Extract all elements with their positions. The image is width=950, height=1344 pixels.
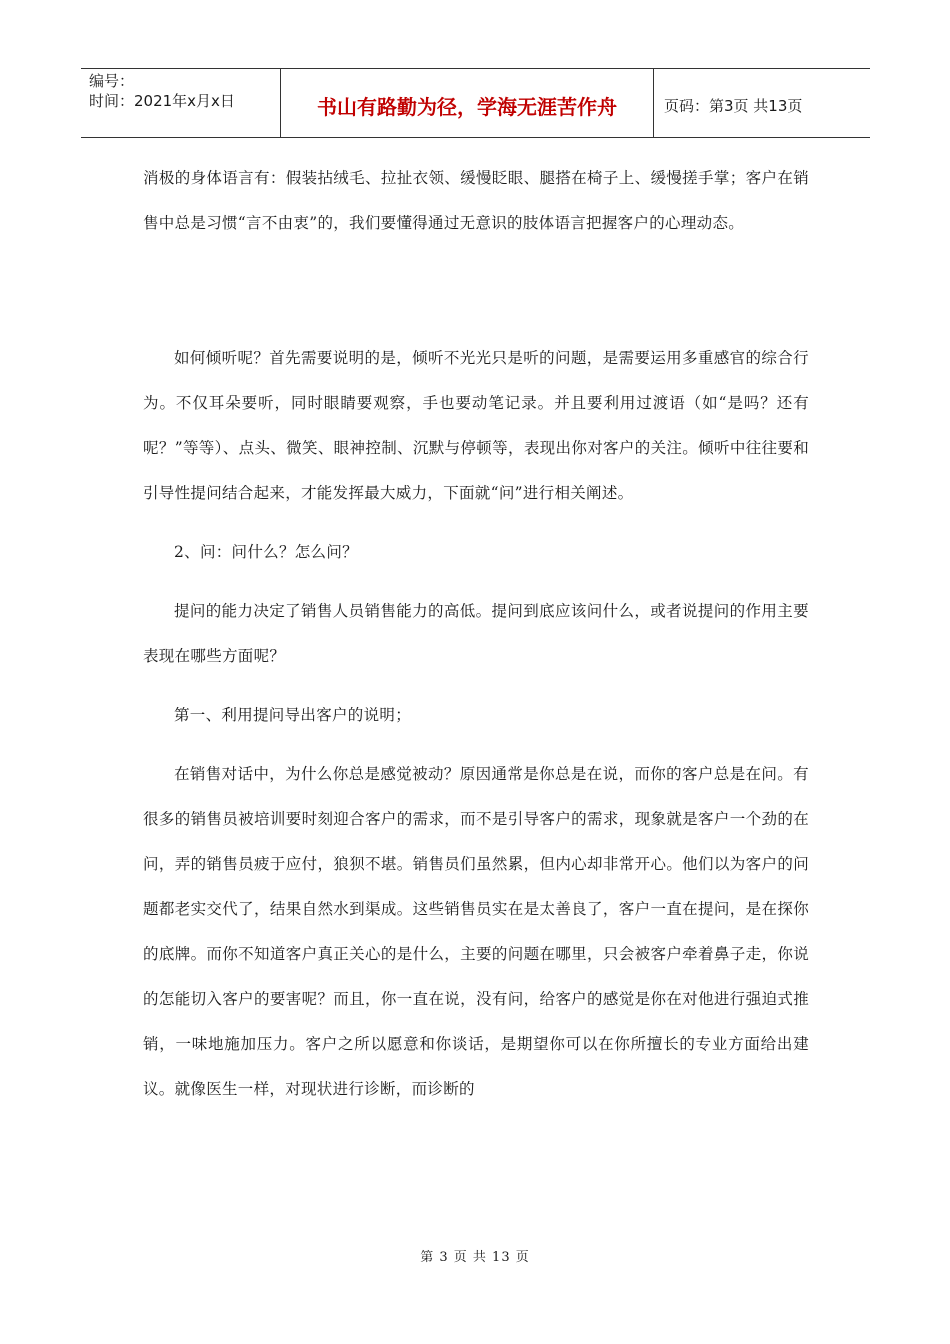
subsection-heading: 第一、利用提问导出客户的说明；	[174, 706, 412, 724]
body-paragraph: 消极的身体语言有：假装拈绒毛、拉扯衣领、缓慢眨眼、腿搭在椅子上、缓慢搓手掌；客户在销售中总是习惯“言不由衷”的，我们要懂得通过无意识的肢体语言把握客户的心理动态。	[143, 169, 809, 232]
document-time-label: 时间：2021年x月x日	[89, 92, 235, 110]
section-heading: 2、问：问什么？怎么问？	[174, 543, 358, 561]
page-footer: 第 3 页 共 13 页	[420, 1250, 530, 1265]
document-number-label: 编号：	[89, 72, 135, 90]
body-paragraph: 如何倾听呢？首先需要说明的是，倾听不光光只是听的问题，是需要运用多重感官的综合行为。不仅耳朵要听，同时眼睛要观察，手也要动笔记录。并且要利用过渡语（如“是吗？还有呢？”等等）、点头、微笑、眼神控制、沉默与停顿等，表现出你对客户的关注。倾听中往往要和引导性提问结合起来，才能发挥最大威力，下面就“问”进行相关阐述。	[143, 349, 809, 502]
page-header	[81, 68, 870, 138]
document-body	[143, 156, 809, 1112]
header-motto: 书山有路勤为径，学海无涯苦作舟	[281, 69, 654, 137]
header-page-number: 页码：第3页 共13页	[664, 96, 803, 115]
body-paragraph: 提问的能力决定了销售人员销售能力的高低。提问到底应该问什么，或者说提问的作用主要表现在哪些方面呢？	[143, 602, 809, 665]
header-meta	[81, 69, 281, 137]
body-paragraph: 在销售对话中，为什么你总是感觉被动？原因通常是你总是在说，而你的客户总是在问。有很多的销售员被培训要时刻迎合客户的需求，而不是引导客户的需求，现象就是客户一个劲的在问，弄的销售员疲于应付，狼狈不堪。销售员们虽然累，但内心却非常开心。他们以为客户的问题都老实交代了，结果自然水到渠成。这些销售员实在是太善良了，客户一直在提问，是在探你的底牌。而你不知道客户真正关心的是什么，主要的问题在哪里，只会被客户牵着鼻子走，你说的怎能切入客户的要害呢？而且，你一直在说，没有问，给客户的感觉是你在对他进行强迫式推销，一味地施加压力。客户之所以愿意和你谈话，是期望你可以在你所擅长的专业方面给出建议。就像医生一样，对现状进行诊断，而诊断的	[143, 765, 809, 1098]
